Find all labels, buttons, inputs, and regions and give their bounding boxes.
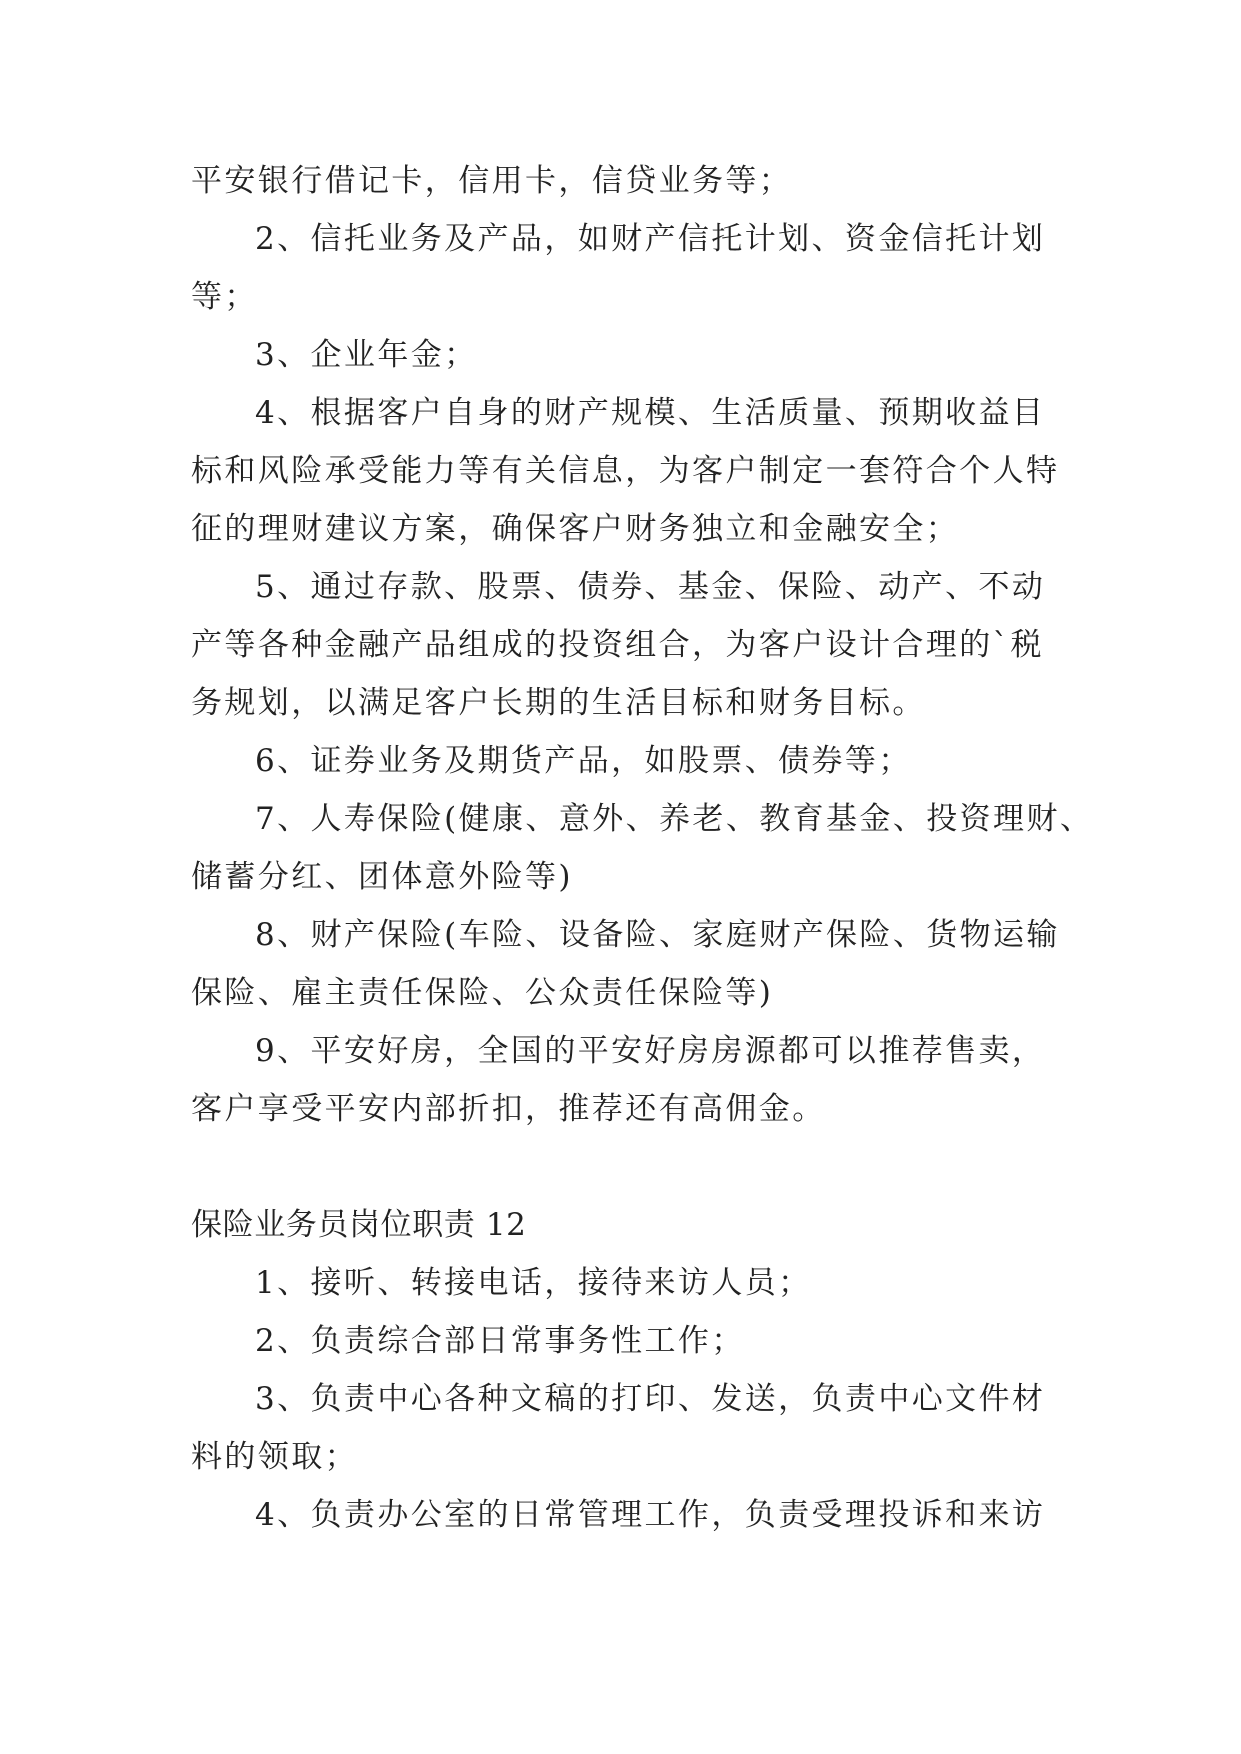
text-line: 产等各种金融产品组成的投资组合，为客户设计合理的`税 xyxy=(191,627,1044,663)
text-line: 料的领取； xyxy=(191,1439,358,1475)
text-line: 平安银行借记卡，信用卡，信贷业务等； xyxy=(191,163,793,199)
list-item-7: 7、人寿保险(健康、意外、养老、教育基金、投资理财、 xyxy=(255,801,1094,837)
list-item-2: 2、负责综合部日常事务性工作； xyxy=(255,1323,745,1359)
list-item-8: 8、财产保险(车险、设备险、家庭财产保险、货物运输 xyxy=(255,917,1060,953)
list-item-1: 1、接听、转接电话，接待来访人员； xyxy=(255,1265,812,1301)
list-item-3: 3、负责中心各种文稿的打印、发送，负责中心文件材 xyxy=(255,1381,1046,1417)
list-item-5: 5、通过存款、股票、债券、基金、保险、动产、不动 xyxy=(255,569,1046,605)
text-line: 标和风险承受能力等有关信息，为客户制定一套符合个人特 xyxy=(191,453,1060,489)
list-item-2: 2、信托业务及产品，如财产信托计划、资金信托计划 xyxy=(255,221,1046,257)
list-item-9: 9、平安好房，全国的平安好房房源都可以推荐售卖， xyxy=(255,1033,1046,1069)
text-line: 征的理财建议方案，确保客户财务独立和金融安全； xyxy=(191,511,960,547)
text-line: 务规划，以满足客户长期的生活目标和财务目标。 xyxy=(191,685,926,721)
text-line: 储蓄分红、团体意外险等) xyxy=(191,859,573,895)
document-body xyxy=(191,152,1094,1544)
list-item-6: 6、证券业务及期货产品，如股票、债券等； xyxy=(255,743,912,779)
list-item-3: 3、企业年金； xyxy=(255,337,478,373)
section-heading: 保险业务员岗位职责 12 xyxy=(191,1207,527,1243)
list-item-4: 4、根据客户自身的财产规模、生活质量、预期收益目 xyxy=(255,395,1046,431)
section-gap xyxy=(191,1138,1046,1196)
text-line: 保险、雇主责任保险、公众责任保险等) xyxy=(191,975,774,1011)
list-item-4: 4、负责办公室的日常管理工作，负责受理投诉和来访 xyxy=(255,1497,1046,1533)
text-line: 客户享受平安内部折扣，推荐还有高佣金。 xyxy=(191,1091,826,1127)
text-line: 等； xyxy=(191,279,258,315)
